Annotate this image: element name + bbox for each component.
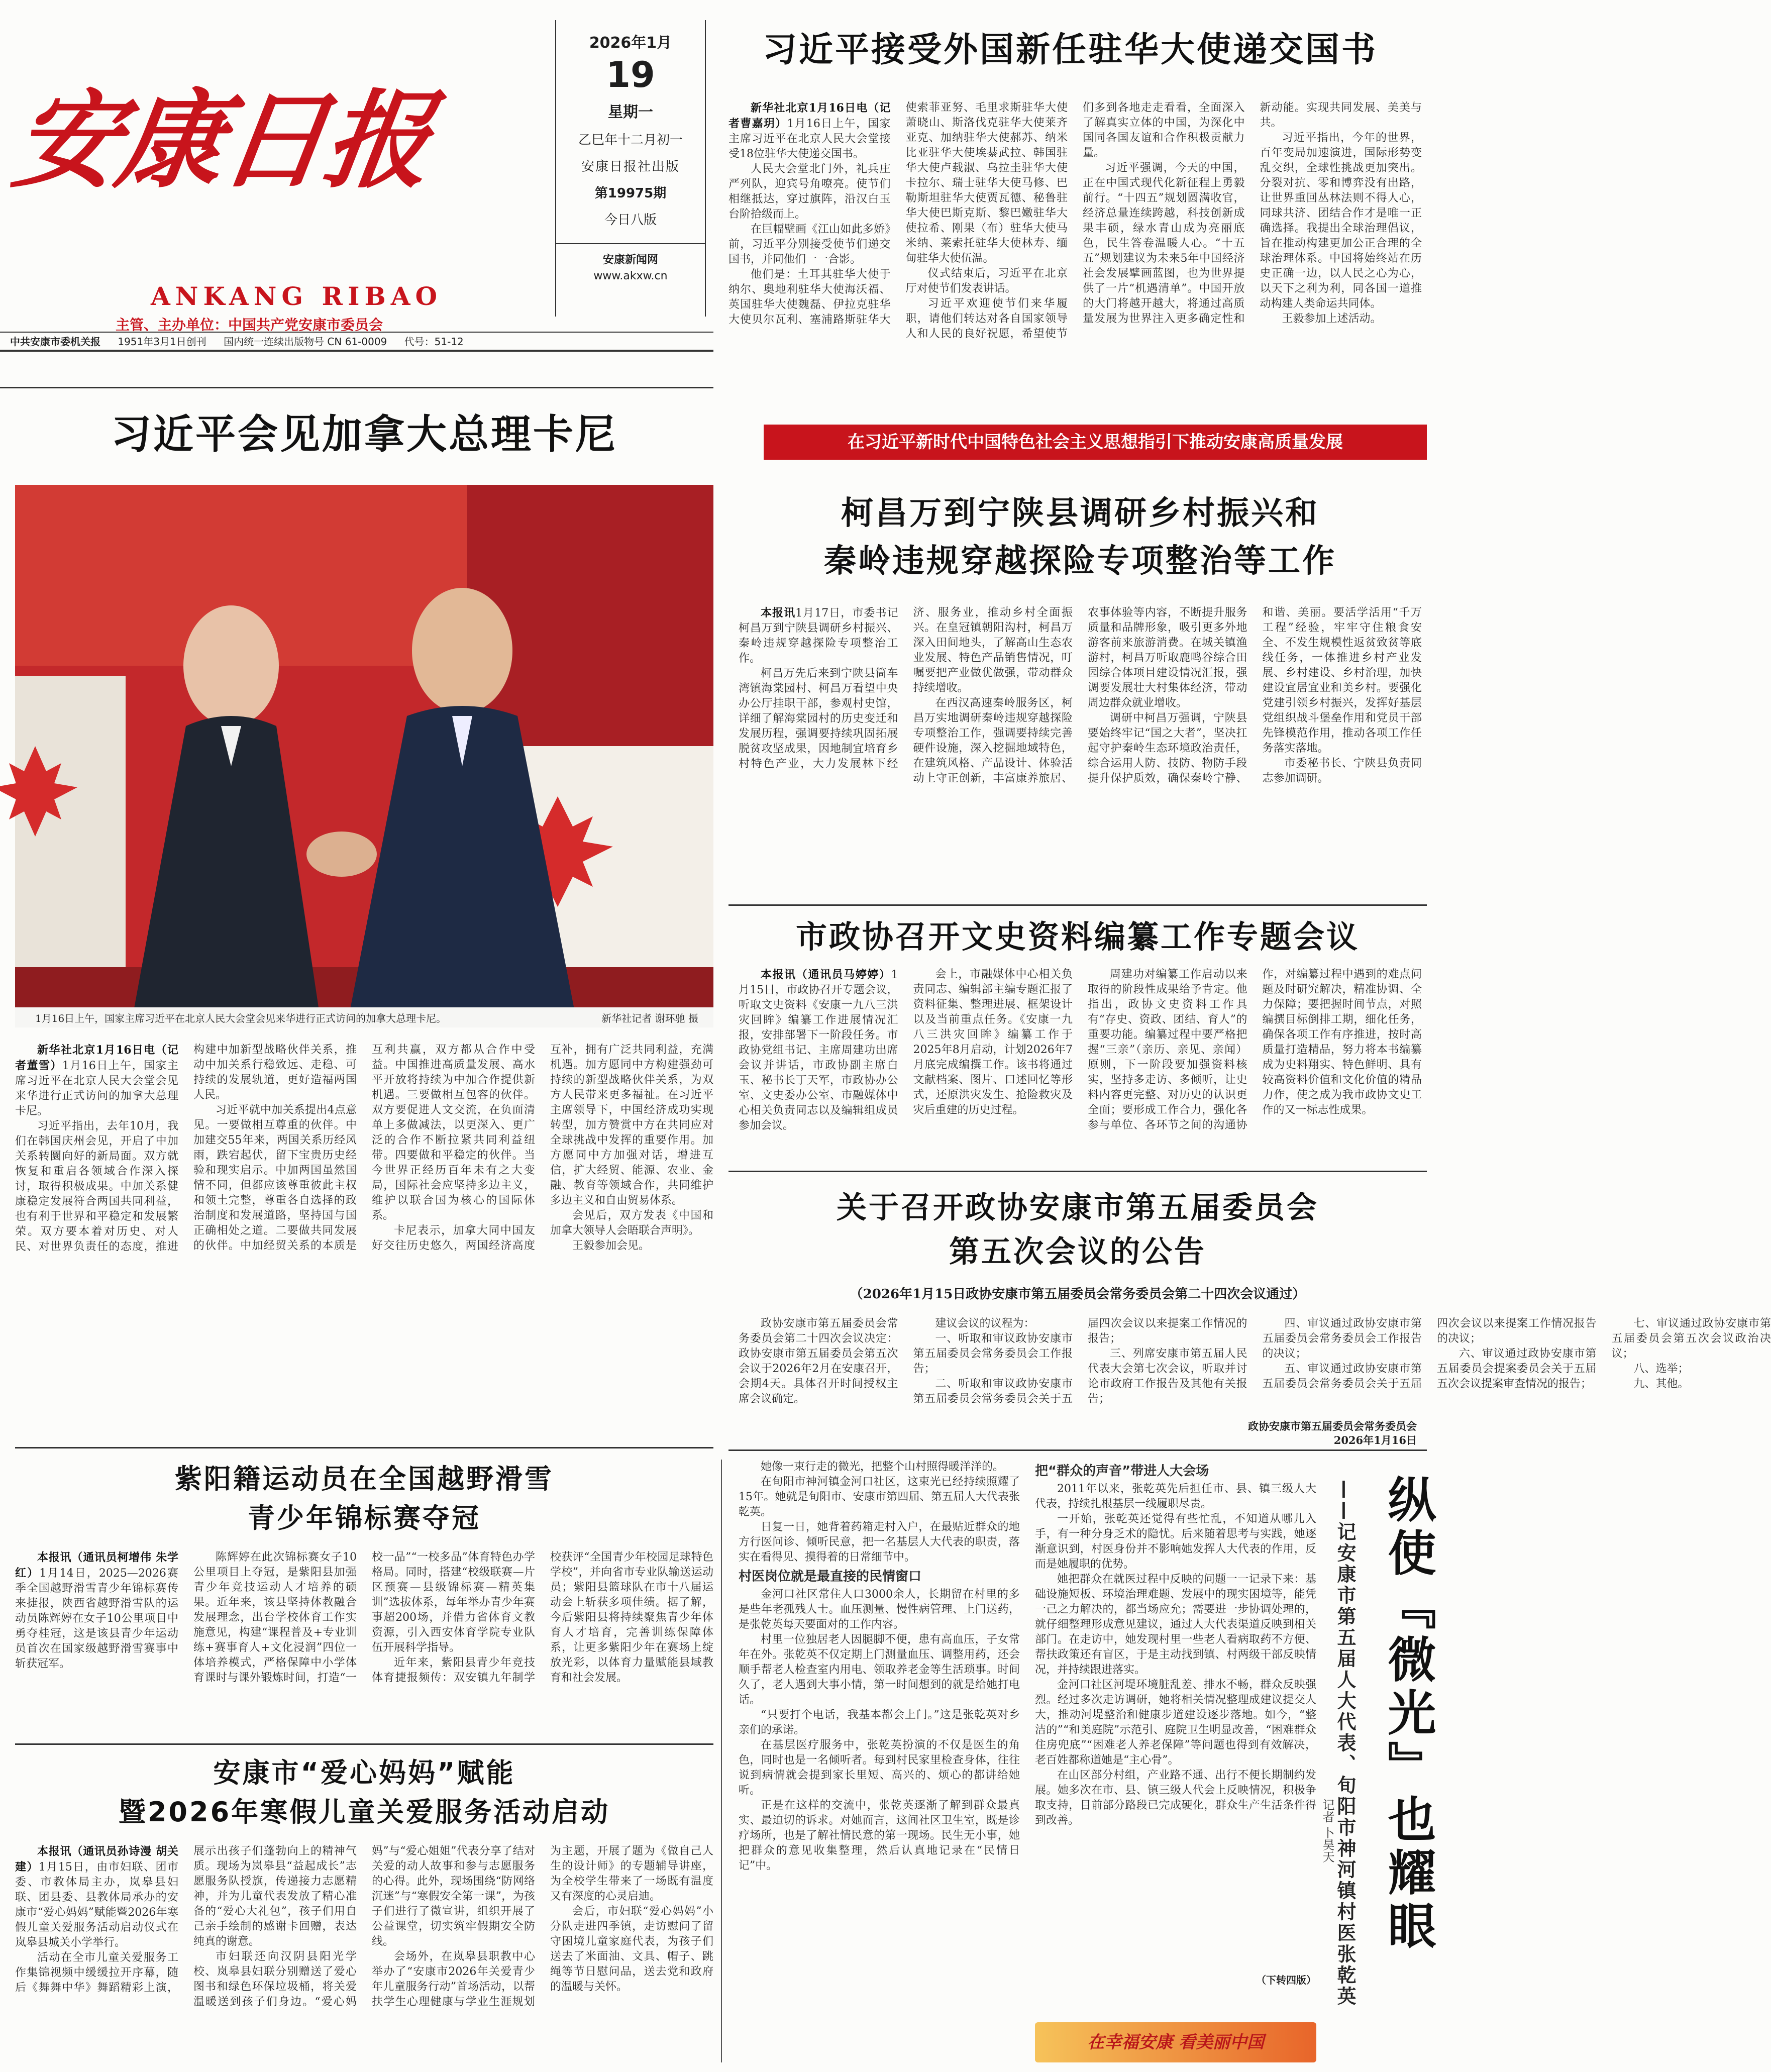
story5-body: [739, 1316, 1771, 1417]
story1-lead: 新华社北京1月16日电（记者曹嘉玥）: [728, 101, 891, 130]
postal-code: 代号：51-12: [404, 336, 464, 348]
divider: [0, 387, 713, 388]
story5-signature: [1196, 1419, 1417, 1447]
story5-signature-org: 政协安康市第五届委员会常务委员会: [1248, 1420, 1417, 1432]
masthead-title: 安康日报: [6, 78, 438, 202]
story7-headline: [15, 1753, 713, 1832]
story7-lead: 本报讯（通讯员孙诗漫 胡关建）: [15, 1845, 178, 1874]
story8-top-p1: 在旬阳市神河镇金河口社区，这束光已经持续照耀了15年。她就是旬阳市、安康市第四届、第五届人大代表张乾英。: [739, 1476, 1020, 1518]
divider: [15, 1447, 713, 1448]
bottom-banner-text: 在幸福安康 看美丽中国: [1087, 2032, 1264, 2052]
date-box: [555, 20, 706, 317]
story8-vertical-subhead: ——记安康市第五届人大代表、旬阳市神河镇村医张乾英: [1334, 1480, 1356, 2007]
divider: [15, 1743, 713, 1745]
story7-headline-line1: 安康市“爱心妈妈”赋能: [213, 1757, 515, 1789]
story8-body-left: [739, 1460, 1020, 2062]
date-lunar: 乙巳年十二月初一: [578, 133, 683, 148]
story8-s2-p4: 正是在这样的交流中，张乾英逐渐了解到群众最真实、最迫切的诉求。对她而言，这间社区卫生室，既是诊疗场所，也是了解社情民意的第一现场。民生无小事，她把群众的意见收集整理，然后认真地记录在“民情日记”中。: [739, 1799, 1020, 1872]
story8-s1-p4: 在山区部分村组，产业路不通、出行不便长期制约发展。她多次在市、县、镇三级人代会上反映情况，积极争取支持，目前部分路段已完成硬化，群众生产生活条件得到改善。: [1035, 1769, 1316, 1827]
date-day: 19: [606, 54, 655, 95]
story3-p4: 市委秘书长、宁陕县负责同志参加调研。: [1262, 757, 1422, 785]
story5-p4: 三、列席安康市第五届人民代表大会第七次会议，听取并讨论市政府工作报告及其他有关报告；: [1088, 1348, 1247, 1405]
story3-p0: 1月17日，市委书记柯昌万到宁陕县调研乡村振兴、秦岭违规穿越探险专项整治工作。: [739, 607, 898, 665]
story2-p3: 卡尼表示，加拿大同中国友好交往历史悠久，两国经济高度互补，拥有广泛共同利益，充满机遇。加方愿同中方构建强劲可持续的新型战略伙伴关系，为双方人民带来更多福祉。在习近平主席领导下，中国经济成功实现转型，加方赞赏中方在共同应对全球挑战中发挥的重要作用。加方愿同中方加强对话，增进互信，扩大经贸、能源、农业、金融、教育等领域合作，共同维护多边主义和自由贸易体系。: [372, 1044, 713, 1252]
story5-p5: 四、审议通过政协安康市第五届委员会常务委员会工作报告的决议；: [1262, 1317, 1422, 1360]
cn-number: 国内统一连续出版物号 CN 61-0009: [224, 336, 387, 348]
story2-p1: 习近平指出，去年10月，我们在韩国庆州会见，开启了中加关系转圜向好的新局面。双方就恢复和重启各领域合作深入探讨，取得积极成果。中加关系健康稳定发展符合两国共同利益，也有利于世界和平稳定和发展繁荣。双方要本着对历史、对人民、对世界负责任的态度，推进构建中加新型战略伙伴关系，推动中加关系行稳致远、走稳、可持续的发展轨道，更好造福两国人民。: [15, 1044, 357, 1253]
story3-p1: 柯昌万先后来到宁陕县筒车湾镇海棠园村、柯昌万看望中央办公厅挂职干部，参观村史馆，详细了解海棠园村的历史变迁和发展历程，强调要持续巩固拓展脱贫攻坚成果，因地制宜培育乡村特色产业，大力发展林下经济、服务业，推动乡村全面振兴。在皇冠镇朝阳沟村，柯昌万深入田间地头，了解高山生态农业发展、特色产品销售情况，叮嘱要把产业做优做强，带动群众持续增收。: [739, 606, 1073, 770]
story6-p2: 近年来，紫阳县青少年竞技体育捷报频传：双安镇九年制学校获评“全国青少年校园足球特色学校”，并向省市专业队输送运动员；紫阳县篮球队在市十八届运动会上斩获多项佳绩。据了解，今后紫阳县将持续聚焦青少年体育人才培育，完善训练保障体系，让更多紫阳少年在赛场上绽放光彩，以体育力量赋能县域教育和社会发展。: [372, 1551, 713, 1684]
story7-p3: 会场外，在岚皋县职教中心举办了“安康市2026年关爱青少年儿童服务行动”首场活动，以帮扶学生心理健康与学业生涯规划为主题，开展了题为《做自己人生的设计师》的专题辅导讲座，为全校学生带来了一场既有温度又有深度的心灵启迪。: [372, 1845, 713, 2008]
story8-s2-p3: 在基层医疗服务中，张乾英扮演的不仅是医生的角色，同时也是一名倾听者。每到村民家里检查身体，往往说到病情就会提到家长里短、高兴的、烦心的都讲给她听。: [739, 1739, 1020, 1797]
meeting-photo: [15, 485, 713, 1027]
story8-s1-p3: 金河口社区河堤环境脏乱差、排水不畅，群众反映强烈。经过多次走访调研，她将相关情况整理成建议提交人大，推动河堤整治和健康步道建设逐步落地。如今，“整洁的”“和美庭院”示范引、庭院卫生明显改善，“困难群众住房兜底”“困难老人养老保障”等问题也得到有效解决，老百姓都称道她是“主心骨”。: [1035, 1679, 1316, 1767]
story7-p1: 活动在全市儿童关爱服务工作集锦视频中缓缓拉开序幕，随后《舞舞中华》舞蹈精彩上演，展示出孩子们蓬勃向上的精神气质。现场为岚皋县“益起成长”志愿服务队授旗，传递接力志愿精神，并为儿童代表发放了精心准备的“爱心大礼包”，孩子们用自己亲手绘制的感谢卡回赠，表达纯真的谢意。: [15, 1845, 357, 1994]
website-url: www.akxw.cn: [593, 270, 668, 282]
story8-continued: （下转四版）: [1256, 1974, 1316, 1986]
story7-p4: 会后，市妇联“爱心妈妈”小分队走进四季镇，走访慰问了留守困境儿童家庭代表，为孩子们送去了米面油、文具、帽子、跳绳等节日慰问品，送去党和政府的温暖与关怀。: [550, 1905, 713, 1993]
story6-headline-line2: 青少年锦标赛夺冠: [248, 1502, 481, 1534]
story2-headline: 习近平会见加拿大总理卡尼: [111, 411, 617, 458]
story1-body: [728, 100, 1422, 397]
story3-headline-line1: 柯昌万到宁陕县调研乡村振兴和: [841, 495, 1319, 532]
story8-s1-p2: 她把群众在就医过程中反映的问题一一记录下来：基础设施短板、环境治理难题、发展中的现实困境等，能凭一己之力解决的，都当场应允；需要进一步协调处理的，就仔细整理形成意见建议，通过人大代表渠道反映到相关部门。在走访中，她发现村里一些老人看病取药不方便、帮扶政策还有盲区，于是主动找到镇、村两级干部反映情况，并持续跟进落实。: [1035, 1573, 1316, 1676]
date-weekday: 星期一: [608, 103, 653, 121]
story8-top-p0: 她像一束行走的微光，把整个山村照得暖洋洋的。: [761, 1461, 1004, 1473]
story5-p8: 七、审议通过政协安康市第五届委员会第五次会议政治决议；: [1611, 1317, 1771, 1360]
story5-p1: 建议会议的议程为：: [935, 1317, 1035, 1330]
story7-p2: 市妇联还向汉阴县阳光学校、岚皋县妇联分别赠送了爱心图书和绿色环保垃圾桶，将关爱温暖送到孩子们身边。“爱心妈妈”与“爱心姐姐”代表分享了结对关爱的动人故事和参与志愿服务的心得。此外，现场围绕“防网络沉迷”与“寒假安全第一课”，为孩子们进行了微宣讲，组织开展了公益课堂，切实筑牢假期安全防线。: [193, 1845, 535, 2008]
story3-headline-line2: 秦岭违规穿越探险专项整治等工作: [824, 543, 1336, 580]
story1-p6: 习近平强调，今天的中国，正在中国式现代化新征程上勇毅前行。“十四五”规划圆满收官，经济总量连续跨越，科技创新成果丰硕，绿水青山成为亮丽底色，民生答卷温暖人心。“十五五”规划建议为未来5年中国经济社会发展擘画蓝图，也为世界提供了一片“机遇清单”。中国开放的大门将越开越大，将通过高质量发展为世界注入更多确定性和新动能。实现共同发展、美美与共。: [1083, 101, 1422, 325]
story5-p7: 六、审议通过政协安康市第五届委员会提案委员会关于五届五次会议提案审查情况的报告；: [1437, 1348, 1597, 1390]
divider: [728, 1449, 1427, 1451]
story5-p6: 五、审议通过政协安康市第五届委员会常务委员会关于五届四次会议以来提案工作情况报告的决议；: [1262, 1317, 1597, 1390]
story4-p0: 1月15日，市政协召开专题会议，听取文史资料《安康一九八三洪灾回眸》编纂工作进展情况汇报，安排部署下一阶段任务。市政协党组书记、主席周建功出席会议并讲话，市政协副主席白玉、秘书长丁天军，市政协办公室、文史委办公室、市融媒体中心相关负责同志以及编辑组成员参加会议。: [739, 969, 898, 1132]
story8-byline: 记者 卜昊天: [1320, 1799, 1334, 1863]
masthead-info-strip: [0, 332, 713, 352]
story8-s2-p2: “只要打个电话，我基本都会上门。”这是张乾英对乡亲们的承诺。: [739, 1709, 1020, 1736]
story1-p3: 他们是：土耳其驻华大使于纳尔、奥地利驻华大使海沃福、英国驻华大使魏磊、伊拉克驻华大使贝尔瓦利、塞浦路斯驻华大使索菲亚努、毛里求斯驻华大使萧晓山、斯洛伐克驻华大使莱齐亚克、加纳驻华大使郝苏、纳米比亚驻华大使埃綦武拉、韩国驻华大使卢载淑、乌拉圭驻华大使卡拉尔、瑞士驻华大使马修、巴勒斯坦驻华大使贾瓦德、秘鲁驻华大使巴斯克斯、黎巴嫩驻华大使拉希、刚果（布）驻华大使马米纳、莱索托驻华大使林寿、缅甸驻华大使伍温。: [728, 101, 1068, 326]
story3-p2: 在西汉高速秦岭服务区，柯昌万实地调研秦岭违规穿越探险专项整治工作，强调要持续完善硬件设施，深入挖掘地域特色，在建筑风格、产品设计、体验活动上守正创新，丰富康养旅居、农事体验等内容，不断提升服务质量和品牌形象，吸引更多外地游客前来旅游消费。在城关镇渔游村，柯昌万听取鹿鸣谷综合田园综合体项目建设情况汇报，强调要发展壮大村集体经济，带动周边群众就业增收。: [913, 606, 1247, 785]
story6-p0: 1月14日，2025—2026赛季全国越野滑雪青少年锦标赛传来捷报，陕西省越野滑雪队的运动员陈辉婷在女子10公里项目中勇夺桂冠，这是该县青少年运动员首次在国家级越野滑雪赛事中斩获冠军。: [15, 1567, 178, 1670]
masthead: [6, 20, 538, 352]
story5-p2: 一、听取和审议政协安康市第五届委员会常务委员会工作报告；: [913, 1332, 1073, 1375]
story2-lead: 新华社北京1月16日电（记者董雪）: [15, 1044, 178, 1072]
date-issue: 第19975期: [594, 186, 667, 201]
story6-p1: 陈辉婷在此次锦标赛女子10公里项目上夺冠，是紫阳县加强青少年竞技运动人才培养的硕果。近年来，该县坚持体教融合发展理念，出台学校体育工作实施意见，构建“课程普及+专业训练+赛事育人+文化浸润”四位一体培养模式，严格保障中小学体育课时与课外锻炼时间，打造“一校一品”“一校多品”体育特色办学格局。同时，搭建“校级联赛—片区预赛—县级锦标赛—精英集训”选拔体系，每年举办青少年赛事超200场，并借力省体育文教资源，引入西安体育学院专业队伍开展科学指导。: [193, 1551, 535, 1684]
story6-headline-line1: 紫阳籍运动员在全国越野滑雪: [175, 1463, 554, 1495]
story3-lead: 本报讯: [761, 606, 796, 619]
column-divider: [721, 1460, 722, 2062]
story1-p4: 仪式结束后，习近平在北京厅对使节们发表讲话。: [905, 267, 1068, 295]
story8-vertical-headline: 纵使『微光』也耀眼: [1380, 1475, 1436, 1954]
story1-p0: 1月16日上午，国家主席习近平在北京人民大会堂接受18位驻华大使递交国书。: [728, 118, 891, 160]
story7-body: [15, 1844, 713, 2065]
story2-p0: 1月16日上午，国家主席习近平在北京人民大会堂会见来华进行正式访问的加拿大总理卡尼。: [15, 1060, 178, 1117]
story4-headline: 市政协召开文史资料编纂工作专题会议: [795, 918, 1360, 955]
story2-p4: 会见后，双方发表《中国和加拿大领导人会晤联合声明》。: [550, 1209, 713, 1237]
story6-lead: 本报讯（通讯员柯增伟 朱学红）: [15, 1551, 178, 1580]
date-year-month: 2026年1月: [589, 34, 672, 52]
story1-p7: 习近平指出，今年的世界，百年变局加速演进，国际形势变乱交织，全球性挑战更加突出。分裂对抗、零和博弈没有出路，让世界重回丛林法则不得人心，同球共济、团结合作才是唯一正确选择。我提出全球治理倡议，旨在推动构建更加公正合理的全球治理体系。中国将始终站在历史正确一边，以人民之心为心，以天下之利为利，同各国一道推动构建人类命运共同体。: [1260, 132, 1422, 310]
story8-subhead-2: 村医岗位就是最直接的民情窗口: [739, 1569, 922, 1584]
story5-signature-date: 2026年1月16日: [1333, 1434, 1417, 1446]
photo-caption: 1月16日上午，国家主席习近平在北京人民大会堂会见来华进行正式访问的加拿大总理卡尼。: [35, 1012, 447, 1024]
story8-top-p2: 日复一日，她背着药箱走村入户，在最贴近群众的地方行医问诊、倾听民意，把一名基层人大代表的职责，落实在看得见、摸得着的日常细节中。: [739, 1521, 1020, 1564]
story6-body: [15, 1550, 713, 1721]
masthead-pinyin: ANKANG RIBAO: [151, 281, 443, 311]
story5-p3: 二、听取和审议政协安康市第五届委员会常务委员会关于五届四次会议以来提案工作情况的报告；: [913, 1317, 1247, 1405]
story8-s2-p0: 金河口社区常住人口3000余人，长期留在村里的多是些年老孤残人士。血压测量、慢性病管理、上门送药，是张乾英每天要面对的工作内容。: [739, 1588, 1020, 1631]
photo-credit: 新华社记者 谢环驰 摄: [601, 1012, 698, 1024]
meeting-photo-illustration: [15, 485, 713, 1027]
story5-headline-line1: 关于召开政协安康市第五届委员会: [837, 1190, 1319, 1225]
story4-body: [739, 967, 1422, 1158]
story8-s2-p1: 村里一位独居老人因腿脚不便，患有高血压，子女常年在外。张乾英不仅定期上门测量血压、调整用药，还会顺手帮老人检查室内用电、领取养老金等生活琐事。时间久了，老人遇到大事小情，第一时间想到的就是给她打电话。: [739, 1633, 1020, 1706]
publisher-line: 中共安康市委机关报: [10, 336, 100, 348]
story6-headline: [15, 1460, 713, 1538]
story8-s1-p1: 一开始，张乾英还觉得有些忙乱，不知道从哪儿入手，有一种分身乏术的隐忧。后来随着思考与实践，她逐渐意识到，村医身份并不影响她发挥人大代表的作用，反而是她履职的优势。: [1035, 1513, 1316, 1571]
date-pages: 今日八版: [604, 213, 657, 228]
story3-banner-text: 在习近平新时代中国特色社会主义思想指引下推动安康高质量发展: [848, 432, 1343, 452]
story1-p2: 在巨幅壁画《江山如此多娇》前，习近平分别接受使节们递交国书，并同他们一一合影。: [728, 223, 891, 266]
story1-p8: 王毅参加上述活动。: [1282, 313, 1382, 325]
story8-s1-p0: 2011年以来，张乾英先后担任市、县、镇三级人大代表，持续扎根基层一线履职尽责。: [1035, 1483, 1316, 1510]
story7-headline-line2: 暨2026年寒假儿童关爱服务活动启动: [118, 1796, 610, 1828]
story3-p3: 调研中柯昌万强调，宁陕县要始终牢记“国之大者”，坚决扛起守护秦岭生态环境政治责任，综合运用人防、技防、物防手段提升保护质效，确保秦岭宁静、和谐、美丽。要活学活用“千万工程”经验，牢牢守住粮食安全、不发生规模性返贫致贫等底线任务，一体推进乡村产业发展、乡村建设、乡村治理，加快建设宜居宜业和美乡村。要强化党建引领乡村振兴，发挥好基层党组织战斗堡垒作用和党员干部先锋模范作用，推动各项工作任务落实落地。: [1088, 606, 1422, 785]
story1-p5: 习近平欢迎使节们来华履职，请他们转达对各自国家领导人和人民的良好祝愿，希望使节们多到各地走走看看，全面深入了解真实立体的中国，为深化中国同各国友谊和合作积极贡献力量。: [905, 101, 1245, 340]
story2-body: [15, 1043, 713, 1444]
story1-p1: 人民大会堂北门外，礼兵庄严列队，迎宾号角嘹亮。使节们相继抵达，穿过旗阵，沿汉白玉台阶拾级而上。: [728, 163, 891, 221]
story3-banner: [764, 425, 1427, 460]
story8-subhead-1: 把“群众的声音”带进人大会场: [1035, 1464, 1209, 1479]
story4-lead: 本报讯（通讯员马婷婷）: [761, 968, 891, 981]
story5-p0: 政协安康市第五届委员会常务委员会第二十四次会议决定：政协安康市第五届委员会第五次会议于2026年2月在安康召开，会期4天。具体召开时间授权主席会议确定。: [739, 1317, 898, 1405]
story5-subtitle: （2026年1月15日政协安康市第五届委员会常务委员会第二十四次会议通过）: [850, 1287, 1306, 1302]
divider: [728, 1171, 1427, 1172]
story4-p2: 周建功对编纂工作启动以来取得的阶段性成果给予肯定。他指出，政协文史资料工作具有“存史、资政、团结、育人”的重要功能。编纂过程中要严格把握“三亲”（亲历、亲见、亲闻）原则，下一阶段要加强资料核实，坚持多走访、多倾听，让史料内容更完整、对历史的认识更全面；要形成工作合力，强化各参与单位、各环节之间的沟通协作，对编纂过程中遇到的难点问题及时研究解决，精准协调、全力保障；要把握时间节点，对照编撰目标倒排工期，细化任务，确保各项工作有序推进，按时高质量打造精品，努力将本书编纂成为史料翔实、特色鲜明、具有较高资料价值和文化价值的精品力作，使之成为我市政协文史工作的又一标志性成果。: [1088, 968, 1422, 1131]
story4-p1: 会上，市融媒体中心相关负责同志、编辑部主编专题汇报了资料征集、整理进展、框架设计以及当前重点任务。《安康一九八三洪灾回眸》编纂工作于2025年8月启动，计划2026年7月底完成编撰工作。该书将通过文献档案、图片、口述回忆等形式，还原洪灾发生、抢险救灾及灾后重建的历史过程。: [913, 968, 1073, 1116]
date-publisher: 安康日报社出版: [581, 159, 680, 174]
story7-p0: 1月15日，由市妇联、团市委、市教体局主办，岚皋县妇联、团县委、县教体局承办的安康市“爱心妈妈”赋能暨2026年寒假儿童关爱服务活动启动仪式在岚皋县城关小学举行。: [15, 1861, 178, 1949]
story2-p2: 习近平就中加关系提出4点意见。一要做相互尊重的伙伴。中加建交55年来，两国关系历经风雨，跌宕起伏，留下宝贵历史经验和现实启示。中加两国虽然国情不同，但都应该尊重彼此主权和领土完整，尊重各自选择的政治制度和发展道路，坚持国与国正确相处之道。二要做共同发展的伙伴。中加经贸关系的本质是互利共赢，双方都从合作中受益。中国推进高质量发展、高水平开放将持续为中加合作提供新机遇。三要做相互包容的伙伴。双方要促进人文交流，在负面清单上多做减法，以更深入、更广泛的合作不断拉紧共同利益纽带。四要做和平稳定的伙伴。当今世界正经历百年未有之大变局，国际社会应坚持多边主义，维护以联合国为核心的国际体系。: [193, 1044, 535, 1252]
story1-headline: 习近平接受外国新任驻华大使递交国书: [762, 30, 1378, 70]
bottom-banner: [1035, 2022, 1316, 2062]
story8-body-right: [1035, 1460, 1316, 2017]
story5-headline-line2: 第五次会议的公告: [949, 1234, 1206, 1270]
story5-p10: 九、其他。: [1633, 1378, 1689, 1390]
story3-body: [739, 605, 1422, 902]
website-name: 安康新闻网: [602, 254, 658, 266]
divider: [728, 904, 1427, 906]
story5-headline: [728, 1186, 1427, 1274]
masthead-sponsor: 主管、主办单位：中国共产党安康市委员会: [116, 317, 383, 333]
founded: 1951年3月1日创刊: [118, 336, 206, 348]
story3-headline: [734, 490, 1427, 585]
story5-p9: 八、选举；: [1633, 1363, 1689, 1375]
story2-p5: 王毅参加会见。: [572, 1239, 650, 1252]
